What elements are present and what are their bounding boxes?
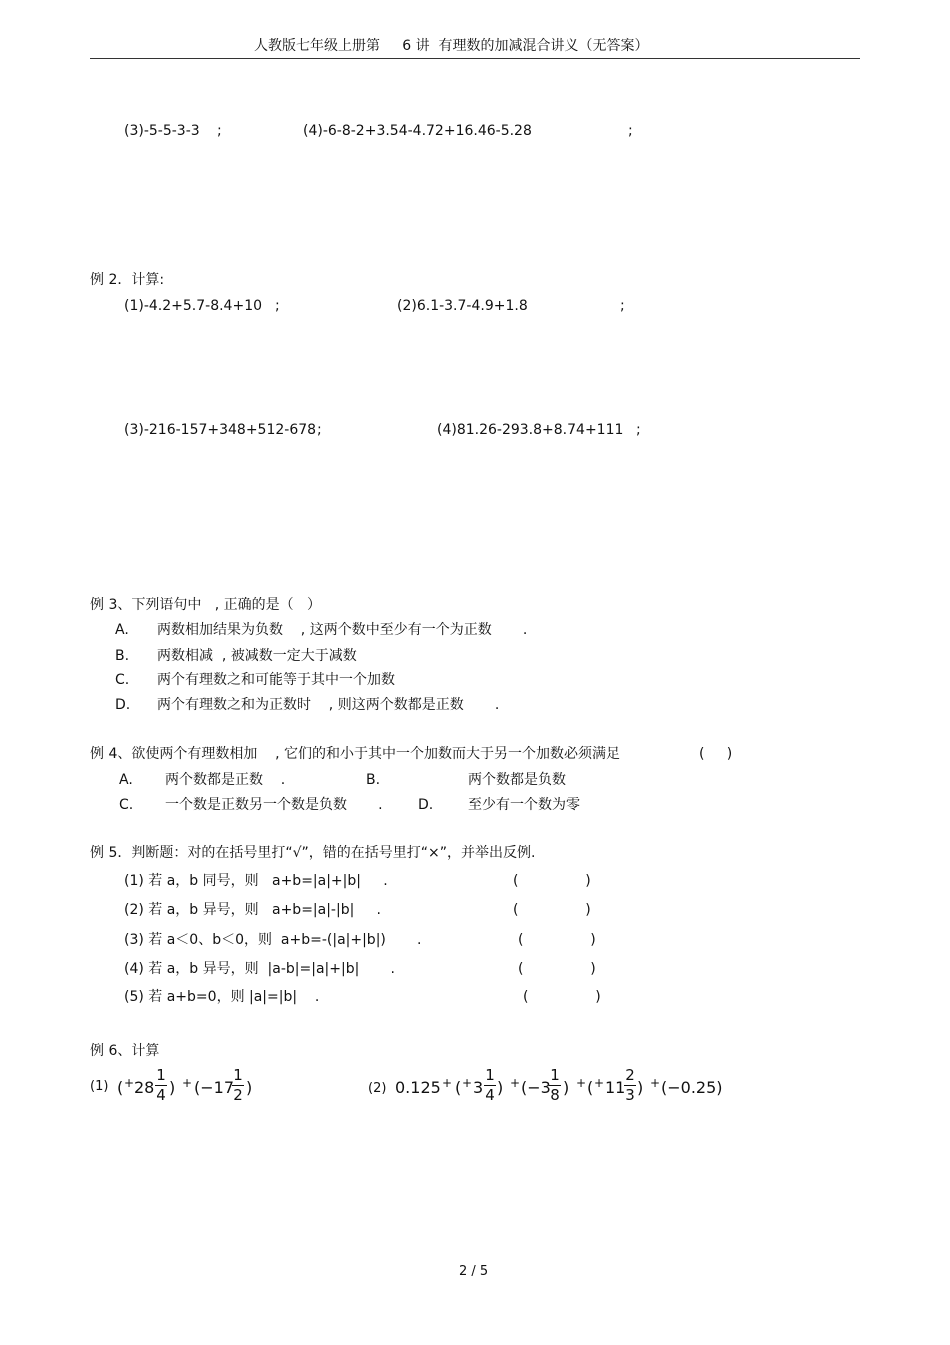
ex6-q2-term-4: (−0.25) xyxy=(661,1078,723,1097)
ex4-option-d-text: 至少有一个数为零 xyxy=(468,797,580,813)
ex6-q1-fraction-1-denominator: 4 xyxy=(156,1086,166,1104)
ex3-option-c-letter: C. xyxy=(115,672,130,688)
ex3-option-d-letter: D. xyxy=(115,697,131,713)
ex6-q2-t3-sign: + xyxy=(594,1076,605,1090)
ex6-q2-operator-4: + xyxy=(650,1076,661,1090)
ex4-option-a-letter: A. xyxy=(119,772,133,788)
ex6-q2-lead: 0.125 xyxy=(395,1078,441,1097)
ex2-title: 例 2．计算: xyxy=(90,272,165,288)
ex2-problem-3: (3)-216-157+348+512-678 xyxy=(124,422,317,438)
ex6-title: 例 6、计算 xyxy=(90,1043,160,1059)
ex6-q1-fraction-2 xyxy=(232,1068,244,1103)
ex6-q2-t1-sign: + xyxy=(462,1076,473,1090)
ex2-problem-4: (4)81.26-293.8+8.74+111 xyxy=(437,422,624,438)
ex6-q1-fraction-1-numerator: 1 xyxy=(156,1066,166,1084)
ex6-q2-fraction-2-denominator: 8 xyxy=(550,1086,560,1104)
ex6-q2-t3-close: ) xyxy=(637,1078,644,1097)
ex6-q2-operator-3: + xyxy=(576,1076,587,1090)
ex4-option-a-text: 两个数都是正数 . xyxy=(165,772,286,788)
ex4-option-b-letter: B. xyxy=(366,772,381,788)
header-divider xyxy=(90,58,860,59)
ex3-option-b-letter: B. xyxy=(115,648,130,664)
ex4-answer-paren: ( ) xyxy=(699,746,733,762)
ex6-q1-term-2: (−17 xyxy=(194,1078,235,1097)
ex5-item-2: (2) 若 a，b 异号，则 a+b=|a|-|b| . xyxy=(124,902,382,918)
ex6-q2-fraction-2-numerator: 1 xyxy=(550,1066,560,1084)
ex3-option-c-text: 两个有理数之和可能等于其中一个加数 xyxy=(157,672,395,688)
ex1-problem-3: (3)-5-5-3-3 xyxy=(124,123,200,139)
ex5-item-4-paren: ( ) xyxy=(518,961,596,977)
ex6-q2-t2-close: ) xyxy=(563,1078,570,1097)
ex2-problem-1-semicolon: ; xyxy=(275,298,280,314)
ex6-q2-t3-whole: 11 xyxy=(605,1078,626,1097)
ex6-q1-fraction-2-numerator: 1 xyxy=(233,1066,243,1084)
ex6-q2-operator-2: + xyxy=(510,1076,521,1090)
ex6-q2-fraction-2 xyxy=(549,1068,561,1103)
ex5-item-1: (1) 若 a，b 同号，则 a+b=|a|+|b| . xyxy=(124,873,388,889)
ex4-option-d-letter: D. xyxy=(418,797,434,813)
ex6-q2-fraction-1 xyxy=(484,1068,496,1103)
ex2-problem-3-semicolon: ; xyxy=(317,422,322,438)
ex5-item-2-paren: ( ) xyxy=(513,902,591,918)
ex5-item-5-paren: ( ) xyxy=(523,989,601,1005)
ex2-problem-4-semicolon: ; xyxy=(636,422,641,438)
ex4-option-c-text: 一个数是正数另一个数是负数 . xyxy=(165,797,383,813)
page-number: 2 / 5 xyxy=(459,1264,489,1279)
ex3-option-a-text: 两数相加结果为负数 , 这两个数中至少有一个为正数 . xyxy=(157,622,528,638)
ex6-q2-fraction-1-numerator: 1 xyxy=(485,1066,495,1084)
ex3-option-b-text: 两数相减 , 被减数一定大于减数 xyxy=(157,648,357,664)
ex6-q2-label: (2) xyxy=(368,1081,387,1096)
ex1-problem-3-semicolon: ; xyxy=(217,123,222,139)
ex5-item-3: (3) 若 a＜0、b＜0，则 a+b=-(|a|+|b|) . xyxy=(124,932,422,948)
ex6-q1-close-paren-2: ) xyxy=(246,1078,253,1097)
ex6-q2-t3-open: ( xyxy=(587,1078,594,1097)
ex2-problem-2: (2)6.1-3.7-4.9+1.8 xyxy=(397,298,528,314)
ex6-q1-fraction-2-denominator: 2 xyxy=(233,1086,243,1104)
ex2-problem-2-semicolon: ; xyxy=(620,298,625,314)
ex5-item-1-paren: ( ) xyxy=(513,873,591,889)
ex6-q1-whole-1: 28 xyxy=(134,1078,155,1097)
header-title: 人教版七年级上册第 6 讲 有理数的加减混合讲义（无答案） xyxy=(254,38,649,54)
ex6-q1-operator: + xyxy=(182,1076,193,1090)
ex6-q2-t1-whole: 3 xyxy=(473,1078,484,1097)
ex4-option-b-text: 两个数都是负数 xyxy=(468,772,566,788)
ex6-q2-fraction-3-numerator: 2 xyxy=(625,1066,635,1084)
ex2-problem-1: (1)-4.2+5.7-8.4+10 xyxy=(124,298,263,314)
ex6-q1-label: (1) xyxy=(90,1079,109,1094)
ex1-problem-4: (4)-6-8-2+3.54-4.72+16.46-5.28 xyxy=(303,123,532,139)
ex5-item-5: (5) 若 a+b=0，则 |a|=|b| . xyxy=(124,989,320,1005)
ex6-q2-fraction-3 xyxy=(624,1068,636,1103)
ex5-title: 例 5．判断题：对的在括号里打“√”，错的在括号里打“×”，并举出反例. xyxy=(90,845,536,861)
ex4-title: 例 4、欲使两个有理数相加 , 它们的和小于其中一个加数而大于另一个加数必须满足 xyxy=(90,746,621,762)
ex6-q2-operator-1: + xyxy=(442,1076,453,1090)
ex6-q2-t1-close: ) xyxy=(497,1078,504,1097)
ex6-q2-t2-open: (−3 xyxy=(521,1078,551,1097)
ex6-q2-t1-open: ( xyxy=(455,1078,462,1097)
ex6-q2-fraction-1-denominator: 4 xyxy=(485,1086,495,1104)
ex4-option-c-letter: C. xyxy=(119,797,134,813)
ex6-q1-close-paren-1: ) xyxy=(169,1078,176,1097)
ex6-q1-open-paren: ( xyxy=(117,1078,124,1097)
ex3-option-d-text: 两个有理数之和为正数时 , 则这两个数都是正数 . xyxy=(157,697,500,713)
ex1-problem-4-semicolon: ; xyxy=(628,123,633,139)
ex6-q1-fraction-1 xyxy=(155,1068,167,1103)
ex6-q1-plus-sign: + xyxy=(124,1076,135,1090)
ex3-title: 例 3、下列语句中 , 正确的是（ ） xyxy=(90,597,321,613)
ex6-q2-fraction-3-denominator: 3 xyxy=(625,1086,635,1104)
ex5-item-4: (4) 若 a，b 异号，则 |a-b|=|a|+|b| . xyxy=(124,961,395,977)
ex3-option-a-letter: A. xyxy=(115,622,129,638)
ex5-item-3-paren: ( ) xyxy=(518,932,596,948)
